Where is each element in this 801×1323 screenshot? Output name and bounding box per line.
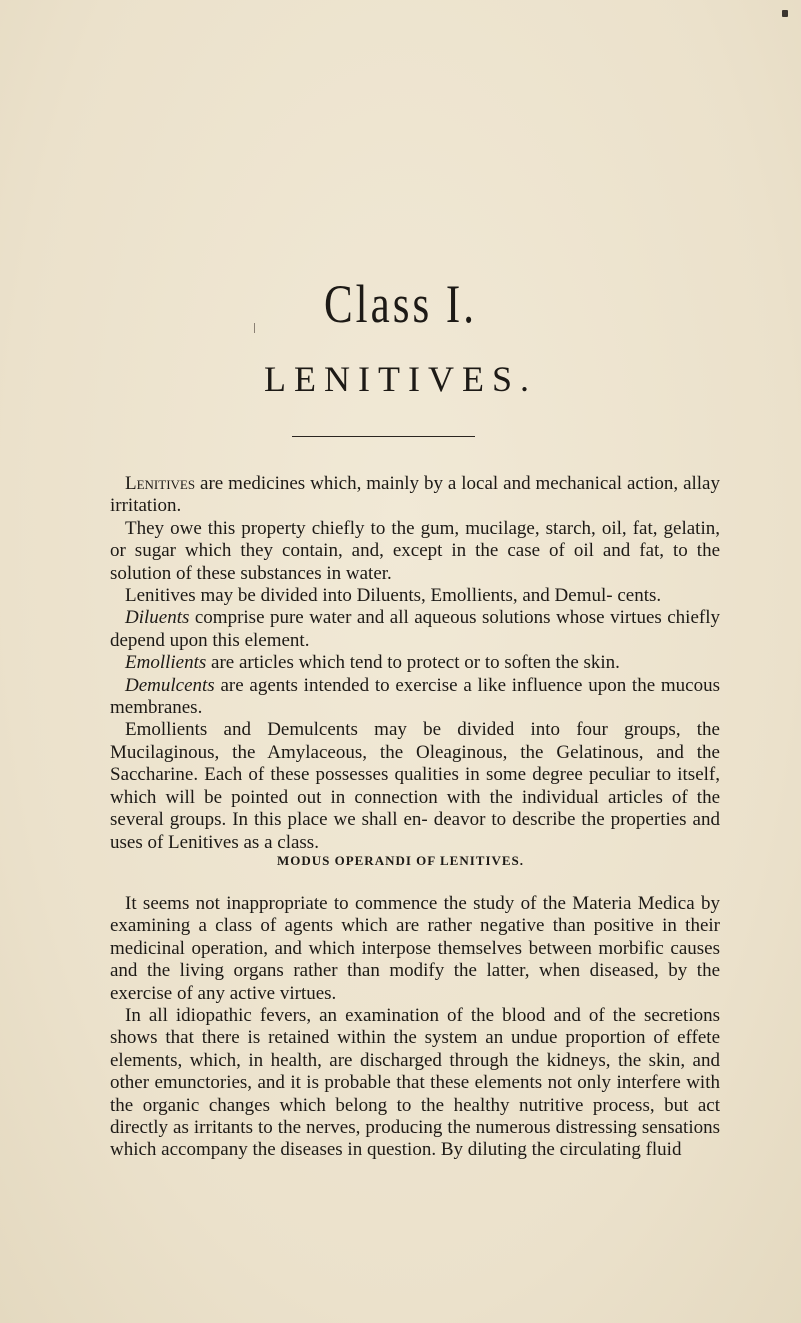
chapter-title: LENITIVES. [264, 359, 537, 399]
emollients-term: Emollients [125, 652, 207, 674]
intro-text [110, 473, 720, 854]
paragraph-demulcents: Demulcents are agents intended to exercise a like influence upon the mucous membranes. [110, 674, 720, 719]
paragraph-groups: Emollients and Demulcents may be divided into four groups, the Mucilaginous, the Amylaceous, the Oleaginous, the Gelatinous, and the Saccharine. Each of these possesses qualities in some degree peculiar to itself, which will be pointed out in connection with the individual articles of the several groups. In this place we shall en- deavor to describe the properties and uses of Lenitives as a class. [110, 719, 720, 853]
demulcents-term: Demulcents [125, 674, 215, 696]
paragraph-emollients: Emollients are articles which tend to protect or to soften the skin. [125, 652, 620, 674]
title-divider [292, 436, 475, 437]
paragraph-fevers: In all idiopathic fevers, an examination of the blood and of the secretions shows that there is retained within the system an undue proportion of effete elements, which, in health, are discharged through the kidneys, the skin, and other emunctories, and it is probable that these elements not only interfere with the organic changes which belong to the healthy nutritive process, but act directly as irritants to the nerves, producing the numerous distressing sensations which accompany the diseases in question. By diluting the circulating fluid [110, 1005, 720, 1161]
paragraph-property: They owe this property chiefly to the gum, mucilage, starch, oil, fat, gelatin, or sugar which they contain, and, except in the case of oil and fat, to the solution of these substances in water. [110, 517, 720, 584]
paragraph-definition: Lenitives are medicines which, mainly by a local and mechanical action, allay irritation. [110, 473, 720, 517]
class-heading: Class I. [324, 275, 477, 335]
lead-term: Lenitives [125, 473, 196, 494]
paragraph-study: It seems not inappropriate to commence the study of the Materia Medica by examining a class of agents which are rather negative than positive in their medicinal operation, and which interpose themselves between morbific causes and the living organs rather than modify the latter, when diseased, by the exercise of any active virtues. [110, 893, 720, 1004]
paragraph-division: Lenitives may be divided into Diluents, Emollients, and Demul- cents. [125, 585, 662, 607]
section-heading: MODUS OPERANDI OF LENITIVES. [276, 853, 525, 868]
section-text [110, 893, 720, 1162]
corner-ink-mark [782, 10, 788, 17]
paragraph-diluents: Diluents comprise pure water and all aqueous solutions whose virtues chiefly depend upon this element. [110, 607, 720, 651]
diluents-term: Diluents [125, 607, 190, 629]
